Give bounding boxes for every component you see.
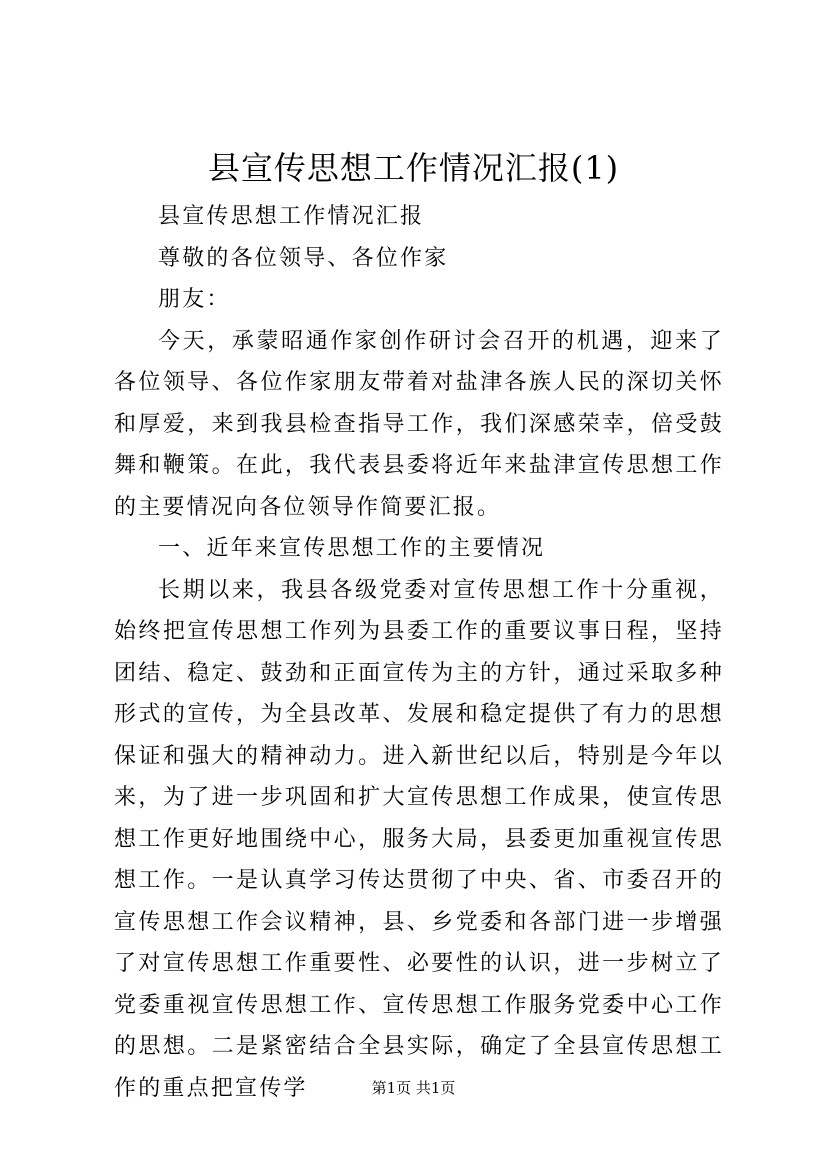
paragraph-intro: 今天，承蒙昭通作家创作研讨会召开的机遇，迎来了各位领导、各位作家朋友带着对盐津各族人民的深切关怀和厚爱，来到我县检查指导工作，我们深感荣幸，倍受鼓舞和鞭策。在此，我代表县委将近年来盐津宣传思想工作的主要情况向各位领导作简要汇报。 — [114, 328, 724, 520]
paragraph-subtitle: 县宣传思想工作情况汇报 — [158, 204, 425, 229]
section-heading: 一、近年来宣传思想工作的主要情况 — [158, 536, 546, 561]
paragraph-salutation-cont: 朋友： — [158, 287, 231, 312]
page-number-footer: 第1页 共1页 — [371, 1079, 456, 1097]
document-title: 县宣传思想工作情况汇报(1) — [207, 149, 620, 187]
paragraph-salutation: 尊敬的各位领导、各位作家 — [158, 245, 449, 271]
document-body — [114, 196, 724, 1109]
paragraph-body: 长期以来，我县各级党委对宣传思想工作十分重视，始终把宣传思想工作列为县委工作的重要议事日程，坚持团结、稳定、鼓劲和正面宣传为主的方针，通过采取多种形式的宣传，为全县改革、发展和稳定提供了有力的思想保证和强大的精神动力。进入新世纪以后，特别是今年以来，为了进一步巩固和扩大宣传思想工作成果，使宣传思想工作更好地围绕中心，服务大局，县委更加重视宣传思想工作。一是认真学习传达贯彻了中央、省、市委召开的宣传思想工作会议精神，县、乡党委和各部门进一步增强了对宣传思想工作重要性、必要性的认识，进一步树立了党委重视宣传思想工作、宣传思想工作服务党委中心工作的思想。二是紧密结合全县实际，确定了全县宣传思想工作的重点把宣传学 — [114, 577, 724, 1101]
